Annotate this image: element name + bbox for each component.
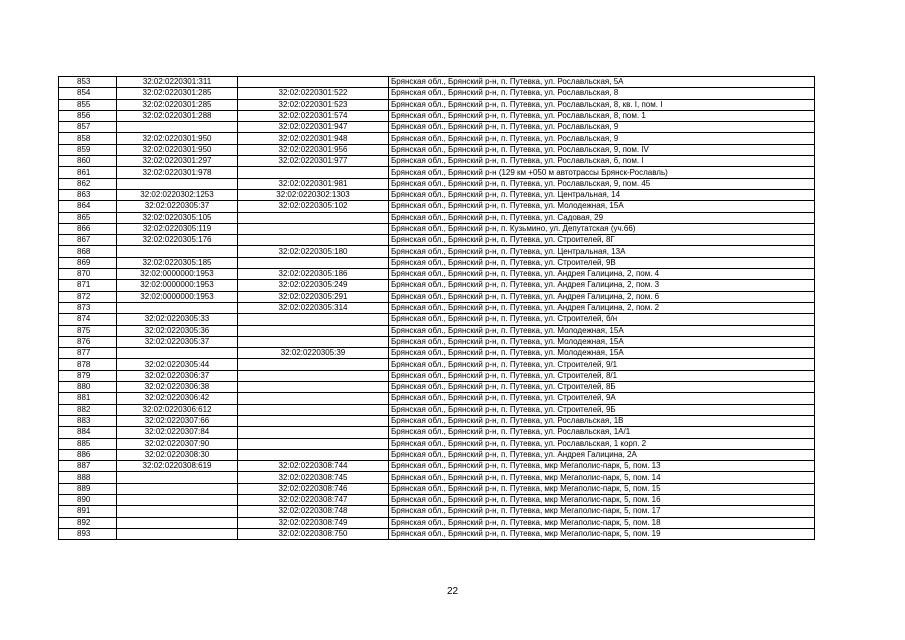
cadastral-number-building-cell [238,223,389,234]
address-cell: Брянская обл., Брянский р-н, п. Путевка, ул. Молодежная, 15А [389,325,815,336]
cadastral-number-parcel-cell: 32:02:0220302:1253 [117,189,238,200]
table-row [59,201,815,212]
cadastral-number-parcel-cell: 32:02:0220305:37 [117,201,238,212]
address-cell: Брянская обл., Брянский р-н (129 км +050 м автотрассы Брянск-Рославль) [389,167,815,178]
row-number-cell: 877 [59,348,117,359]
address-cell: Брянская обл., Брянский р-н, п. Путевка, ул. Строителей, 9А [389,393,815,404]
address-cell: Брянская обл., Брянский р-н, п. Путевка, ул. Молодежная, 15А [389,348,815,359]
table-row [59,438,815,449]
cadastral-number-building-cell: 32:02:0220305:39 [238,348,389,359]
row-number-cell: 862 [59,178,117,189]
table-row [59,99,815,110]
address-cell: Брянская обл., Брянский р-н, п. Путевка, ул. Андрея Галицина, 2, пом. 3 [389,280,815,291]
table-row [59,393,815,404]
cadastral-number-parcel-cell: 32:02:0220307:84 [117,427,238,438]
row-number-cell: 893 [59,528,117,539]
table-row [59,144,815,155]
address-cell: Брянская обл., Брянский р-н, п. Путевка, ул. Центральная, 14 [389,189,815,200]
address-cell: Брянская обл., Брянский р-н, п. Путевка, мкр Мегаполис-парк, 5, пом. 18 [389,517,815,528]
address-cell: Брянская обл., Брянский р-н, п. Путевка, мкр Мегаполис-парк, 5, пом. 13 [389,461,815,472]
row-number-cell: 863 [59,189,117,200]
cadastral-number-building-cell [238,404,389,415]
address-cell: Брянская обл., Брянский р-н, п. Путевка, ул. Андрея Галицина, 2А [389,449,815,460]
row-number-cell: 859 [59,144,117,155]
row-number-cell: 858 [59,133,117,144]
cadastral-number-building-cell: 32:02:0220305:180 [238,246,389,257]
cadastral-number-parcel-cell: 32:02:0220306:42 [117,393,238,404]
table-row [59,291,815,302]
table-row [59,336,815,347]
table-row [59,370,815,381]
address-cell: Брянская обл., Брянский р-н, п. Путевка, ул. Строителей, 8Б [389,382,815,393]
row-number-cell: 876 [59,336,117,347]
row-number-cell: 885 [59,438,117,449]
table-row [59,302,815,313]
cadastral-number-building-cell [238,382,389,393]
row-number-cell: 879 [59,370,117,381]
address-cell: Брянская обл., Брянский р-н, п. Путевка, ул. Рославльская, 5А [389,77,815,88]
cadastral-number-building-cell [238,235,389,246]
row-number-cell: 857 [59,122,117,133]
cadastral-number-parcel-cell: 32:02:0220301:978 [117,167,238,178]
table-row [59,212,815,223]
cadastral-number-parcel-cell: 32:02:0000000:1953 [117,269,238,280]
row-number-cell: 870 [59,269,117,280]
cadastral-number-building-cell: 32:02:0220308:750 [238,528,389,539]
cadastral-number-building-cell: 32:02:0220308:749 [238,517,389,528]
table-row [59,483,815,494]
table-row [59,382,815,393]
cadastral-number-parcel-cell: 32:02:0220307:66 [117,415,238,426]
table-row [59,415,815,426]
row-number-cell: 883 [59,415,117,426]
cadastral-number-building-cell: 32:02:0220301:981 [238,178,389,189]
table-row [59,472,815,483]
row-number-cell: 861 [59,167,117,178]
cadastral-number-building-cell [238,438,389,449]
table-row [59,528,815,539]
address-cell: Брянская обл., Брянский р-н, п. Путевка, ул. Рославльская, 9 [389,133,815,144]
row-number-cell: 887 [59,461,117,472]
row-number-cell: 888 [59,472,117,483]
cadastral-number-building-cell [238,370,389,381]
row-number-cell: 875 [59,325,117,336]
cadastral-number-parcel-cell: 32:02:0220308:619 [117,461,238,472]
cadastral-number-building-cell [238,415,389,426]
cadastral-number-building-cell: 32:02:0220308:748 [238,506,389,517]
cadastral-number-parcel-cell: 32:02:0220305:176 [117,235,238,246]
cadastral-number-building-cell [238,77,389,88]
table-row [59,461,815,472]
row-number-cell: 886 [59,449,117,460]
table-row [59,517,815,528]
cadastral-number-parcel-cell [117,302,238,313]
cadastral-number-parcel-cell [117,178,238,189]
address-cell: Брянская обл., Брянский р-н, п. Путевка, мкр Мегаполис-парк, 5, пом. 15 [389,483,815,494]
table-row [59,235,815,246]
row-number-cell: 889 [59,483,117,494]
cadastral-number-building-cell: 32:02:0220301:574 [238,110,389,121]
table-row [59,359,815,370]
address-cell: Брянская обл., Брянский р-н, п. Путевка, ул. Андрея Галицина, 2, пом. 4 [389,269,815,280]
table-row [59,156,815,167]
table-body [59,77,815,540]
row-number-cell: 874 [59,314,117,325]
cadastral-number-building-cell: 32:02:0220308:744 [238,461,389,472]
row-number-cell: 869 [59,257,117,268]
row-number-cell: 856 [59,110,117,121]
row-number-cell: 882 [59,404,117,415]
address-cell: Брянская обл., Брянский р-н, п. Путевка, ул. Рославльская, 9, пом. IV [389,144,815,155]
cadastral-table [58,76,815,540]
cadastral-number-building-cell [238,314,389,325]
table-row [59,494,815,505]
table-row [59,122,815,133]
address-cell: Брянская обл., Брянский р-н, п. Путевка, ул. Строителей, 9/1 [389,359,815,370]
cadastral-number-parcel-cell: 32:02:0220306:37 [117,370,238,381]
cadastral-number-parcel-cell: 32:02:0220307:90 [117,438,238,449]
cadastral-number-parcel-cell: 32:02:0220305:105 [117,212,238,223]
cadastral-number-parcel-cell: 32:02:0220305:44 [117,359,238,370]
table-row [59,77,815,88]
table-row [59,506,815,517]
row-number-cell: 853 [59,77,117,88]
address-cell: Брянская обл., Брянский р-н, п. Путевка, ул. Строителей, 8Г [389,235,815,246]
table-row [59,348,815,359]
address-cell: Брянская обл., Брянский р-н, п. Путевка, мкр Мегаполис-парк, 5, пом. 17 [389,506,815,517]
cadastral-number-parcel-cell: 32:02:0220305:185 [117,257,238,268]
table-row [59,110,815,121]
address-cell: Брянская обл., Брянский р-н, п. Путевка, ул. Строителей, 9Б [389,404,815,415]
cadastral-number-building-cell: 32:02:0220308:745 [238,472,389,483]
address-cell: Брянская обл., Брянский р-н, п. Путевка, ул. Рославльская, 9 [389,122,815,133]
cadastral-number-building-cell [238,359,389,370]
cadastral-number-building-cell [238,257,389,268]
cadastral-number-parcel-cell: 32:02:0220305:36 [117,325,238,336]
address-cell: Брянская обл., Брянский р-н, п. Путевка, ул. Рославльская, 6, пом. I [389,156,815,167]
cadastral-number-building-cell: 32:02:0220305:291 [238,291,389,302]
cadastral-number-parcel-cell: 32:02:0220301:950 [117,144,238,155]
cadastral-number-building-cell [238,167,389,178]
row-number-cell: 873 [59,302,117,313]
cadastral-number-parcel-cell: 32:02:0220301:285 [117,99,238,110]
cadastral-number-parcel-cell: 32:02:0220306:612 [117,404,238,415]
address-cell: Брянская обл., Брянский р-н, п. Путевка, ул. Рославльская, 8, пом. 1 [389,110,815,121]
table-row [59,449,815,460]
cadastral-number-building-cell [238,325,389,336]
cadastral-number-building-cell [238,212,389,223]
address-cell: Брянская обл., Брянский р-н, п. Путевка, мкр Мегаполис-парк, 5, пом. 14 [389,472,815,483]
cadastral-number-parcel-cell: 32:02:0220305:119 [117,223,238,234]
table-row [59,133,815,144]
row-number-cell: 868 [59,246,117,257]
row-number-cell: 854 [59,88,117,99]
table-row [59,88,815,99]
page-number: 22 [446,586,459,597]
cadastral-number-parcel-cell: 32:02:0220301:285 [117,88,238,99]
cadastral-number-building-cell: 32:02:0220308:746 [238,483,389,494]
table-row [59,325,815,336]
row-number-cell: 864 [59,201,117,212]
cadastral-number-building-cell: 32:02:0220301:947 [238,122,389,133]
cadastral-number-parcel-cell: 32:02:0220305:33 [117,314,238,325]
cadastral-number-parcel-cell [117,494,238,505]
cadastral-number-parcel-cell: 32:02:0220301:311 [117,77,238,88]
address-cell: Брянская обл., Брянский р-н, п. Путевка, ул. Рославльская, 1 корп. 2 [389,438,815,449]
cadastral-number-building-cell: 32:02:0220308:747 [238,494,389,505]
row-number-cell: 884 [59,427,117,438]
cadastral-number-parcel-cell [117,122,238,133]
address-cell: Брянская обл., Брянский р-н, п. Путевка, ул. Молодежная, 15А [389,201,815,212]
cadastral-number-parcel-cell: 32:02:0000000:1953 [117,291,238,302]
row-number-cell: 872 [59,291,117,302]
address-cell: Брянская обл., Брянский р-н, п. Путевка, ул. Строителей, 8/1 [389,370,815,381]
row-number-cell: 866 [59,223,117,234]
table-row [59,189,815,200]
row-number-cell: 871 [59,280,117,291]
table-row [59,314,815,325]
cadastral-number-building-cell [238,336,389,347]
cadastral-number-parcel-cell: 32:02:0220301:297 [117,156,238,167]
row-number-cell: 891 [59,506,117,517]
address-cell: Брянская обл., Брянский р-н, п. Путевка, ул. Садовая, 29 [389,212,815,223]
cadastral-number-building-cell [238,427,389,438]
address-cell: Брянская обл., Брянский р-н, п. Путевка, ул. Рославльская, 9, пом. 45 [389,178,815,189]
cadastral-number-parcel-cell [117,483,238,494]
table-row [59,257,815,268]
address-cell: Брянская обл., Брянский р-н, п. Путевка, мкр Мегаполис-парк, 5, пом. 19 [389,528,815,539]
table-row [59,404,815,415]
address-cell: Брянская обл., Брянский р-н, п. Путевка, ул. Центральная, 13А [389,246,815,257]
address-cell: Брянская обл., Брянский р-н, п. Путевка, ул. Андрея Галицина, 2, пом. 6 [389,291,815,302]
cadastral-number-parcel-cell [117,506,238,517]
cadastral-number-parcel-cell [117,348,238,359]
cadastral-number-building-cell: 32:02:0220301:977 [238,156,389,167]
address-cell: Брянская обл., Брянский р-н, п. Кузьмино, ул. Депутатская (уч.66) [389,223,815,234]
row-number-cell: 855 [59,99,117,110]
cadastral-number-parcel-cell [117,472,238,483]
address-cell: Брянская обл., Брянский р-н, п. Путевка, ул. Строителей, 9В [389,257,815,268]
cadastral-number-building-cell: 32:02:0220305:102 [238,201,389,212]
row-number-cell: 881 [59,393,117,404]
cadastral-number-building-cell: 32:02:0220302:1303 [238,189,389,200]
address-cell: Брянская обл., Брянский р-н, п. Путевка, ул. Молодежная, 15А [389,336,815,347]
cadastral-number-parcel-cell: 32:02:0220306:38 [117,382,238,393]
address-cell: Брянская обл., Брянский р-н, п. Путевка, ул. Строителей, б/н [389,314,815,325]
cadastral-number-parcel-cell: 32:02:0000000:1953 [117,280,238,291]
row-number-cell: 865 [59,212,117,223]
row-number-cell: 860 [59,156,117,167]
cadastral-number-parcel-cell: 32:02:0220308:30 [117,449,238,460]
cadastral-number-building-cell [238,449,389,460]
table-row [59,246,815,257]
cadastral-number-building-cell: 32:02:0220301:522 [238,88,389,99]
row-number-cell: 892 [59,517,117,528]
address-cell: Брянская обл., Брянский р-н, п. Путевка, ул. Андрея Галицина, 2, пом. 2 [389,302,815,313]
cadastral-number-building-cell: 32:02:0220301:956 [238,144,389,155]
table-row [59,269,815,280]
table-row [59,178,815,189]
address-cell: Брянская обл., Брянский р-н, п. Путевка, ул. Рославльская, 8, кв. I, пом. I [389,99,815,110]
address-cell: Брянская обл., Брянский р-н, п. Путевка, ул. Рославльская, 1В [389,415,815,426]
row-number-cell: 890 [59,494,117,505]
table-row [59,280,815,291]
cadastral-number-building-cell [238,393,389,404]
cadastral-number-parcel-cell: 32:02:0220305:37 [117,336,238,347]
address-cell: Брянская обл., Брянский р-н, п. Путевка, ул. Рославльская, 8 [389,88,815,99]
cadastral-number-building-cell: 32:02:0220305:314 [238,302,389,313]
table-row [59,427,815,438]
cadastral-number-parcel-cell: 32:02:0220301:950 [117,133,238,144]
address-cell: Брянская обл., Брянский р-н, п. Путевка, мкр Мегаполис-парк, 5, пом. 16 [389,494,815,505]
row-number-cell: 880 [59,382,117,393]
cadastral-number-building-cell: 32:02:0220301:948 [238,133,389,144]
table-row [59,223,815,234]
cadastral-number-parcel-cell: 32:02:0220301:288 [117,110,238,121]
table-row [59,167,815,178]
cadastral-number-parcel-cell [117,517,238,528]
cadastral-number-parcel-cell [117,246,238,257]
cadastral-number-building-cell: 32:02:0220305:249 [238,280,389,291]
row-number-cell: 878 [59,359,117,370]
cadastral-number-building-cell: 32:02:0220305:186 [238,269,389,280]
cadastral-number-building-cell: 32:02:0220301:523 [238,99,389,110]
row-number-cell: 867 [59,235,117,246]
address-cell: Брянская обл., Брянский р-н, п. Путевка, ул. Рославльская, 1А/1 [389,427,815,438]
cadastral-number-parcel-cell [117,528,238,539]
